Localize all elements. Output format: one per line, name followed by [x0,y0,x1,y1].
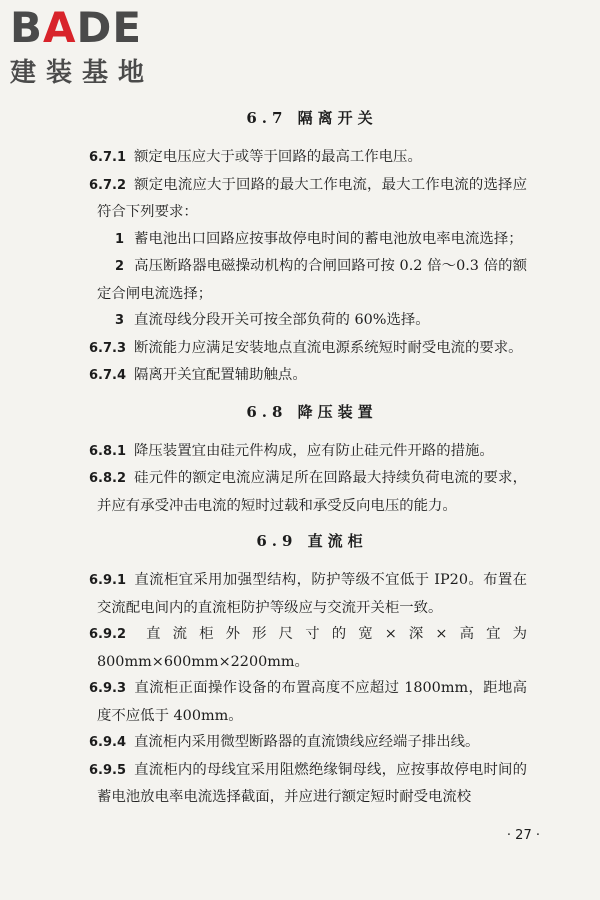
site-logo [10,3,185,89]
clause-6-7-1: 6.7.1 额定电压应大于或等于回路的最高工作电压。 [89,149,422,165]
document-body [89,104,527,811]
section-title-6-8: 6.8 降压装置 [246,402,378,421]
page-number: · 27 · [506,828,540,843]
clause-6-8-1: 6.8.1 降压装置宜由硅元件构成，应有防止硅元件开路的措施。 [89,442,494,459]
clause-6-7-4: 6.7.4 隔离开关宜配置辅助触点。 [89,367,307,383]
logo-subtitle: 建装基地 [10,58,155,88]
clause-6-7-2: 6.7.2 额定电流应大于回路的最大工作电流，最大工作电流的选择应符合下列要求： [89,176,527,220]
clause-6-9-4: 6.9.4 直流柜内采用微型断路器的直流馈线应经端子排出线。 [89,734,480,750]
list-item-1: 1 蓄电池出口回路应按事故停电时间的蓄电池放电率电流选择； [115,230,523,247]
clause-6-9-1: 6.9.1 直流柜宜采用加强型结构，防护等级不宜低于 IP20。布置在交流配电间内的直流柜防护等级应与交流开关柜一致。 [89,572,527,616]
clause-6-9-5: 6.9.5 直流柜内的母线宜采用阻燃绝缘铜母线，应按事故停电时间的蓄电池放电率电流选择截面，并应进行额定短时耐受电流校 [89,761,527,805]
list-item-3: 3 直流母线分段开关可按全部负荷的 60%选择。 [115,312,430,328]
clause-6-9-3: 6.9.3 直流柜正面操作设备的布置高度不应超过 1800mm，距地高度不应低于 400mm。 [89,680,527,724]
clause-6-7-3: 6.7.3 断流能力应满足安装地点直流电源系统短时耐受电流的要求。 [89,339,523,356]
section-title-6-7: 6.7 隔离开关 [246,109,378,127]
list-item-2: 2 高压断路器电磁操动机构的合闸回路可按 0.2 倍～0.3 倍的额定合闸电流选择； [97,258,527,302]
clause-6-9-2: 6.9.2 直流柜外形尺寸的宽×深×高宜为 800mm×600mm×2200mm。 [89,626,527,670]
clause-6-8-2: 6.8.2 硅元件的额定电流应满足所在回路最大持续负荷电流的要求，并应有承受冲击电流的短时过载和承受反向电压的能力。 [89,470,527,514]
logo-wordmark: BADE [10,3,143,52]
section-title-6-9: 6.9 直流柜 [256,532,368,550]
